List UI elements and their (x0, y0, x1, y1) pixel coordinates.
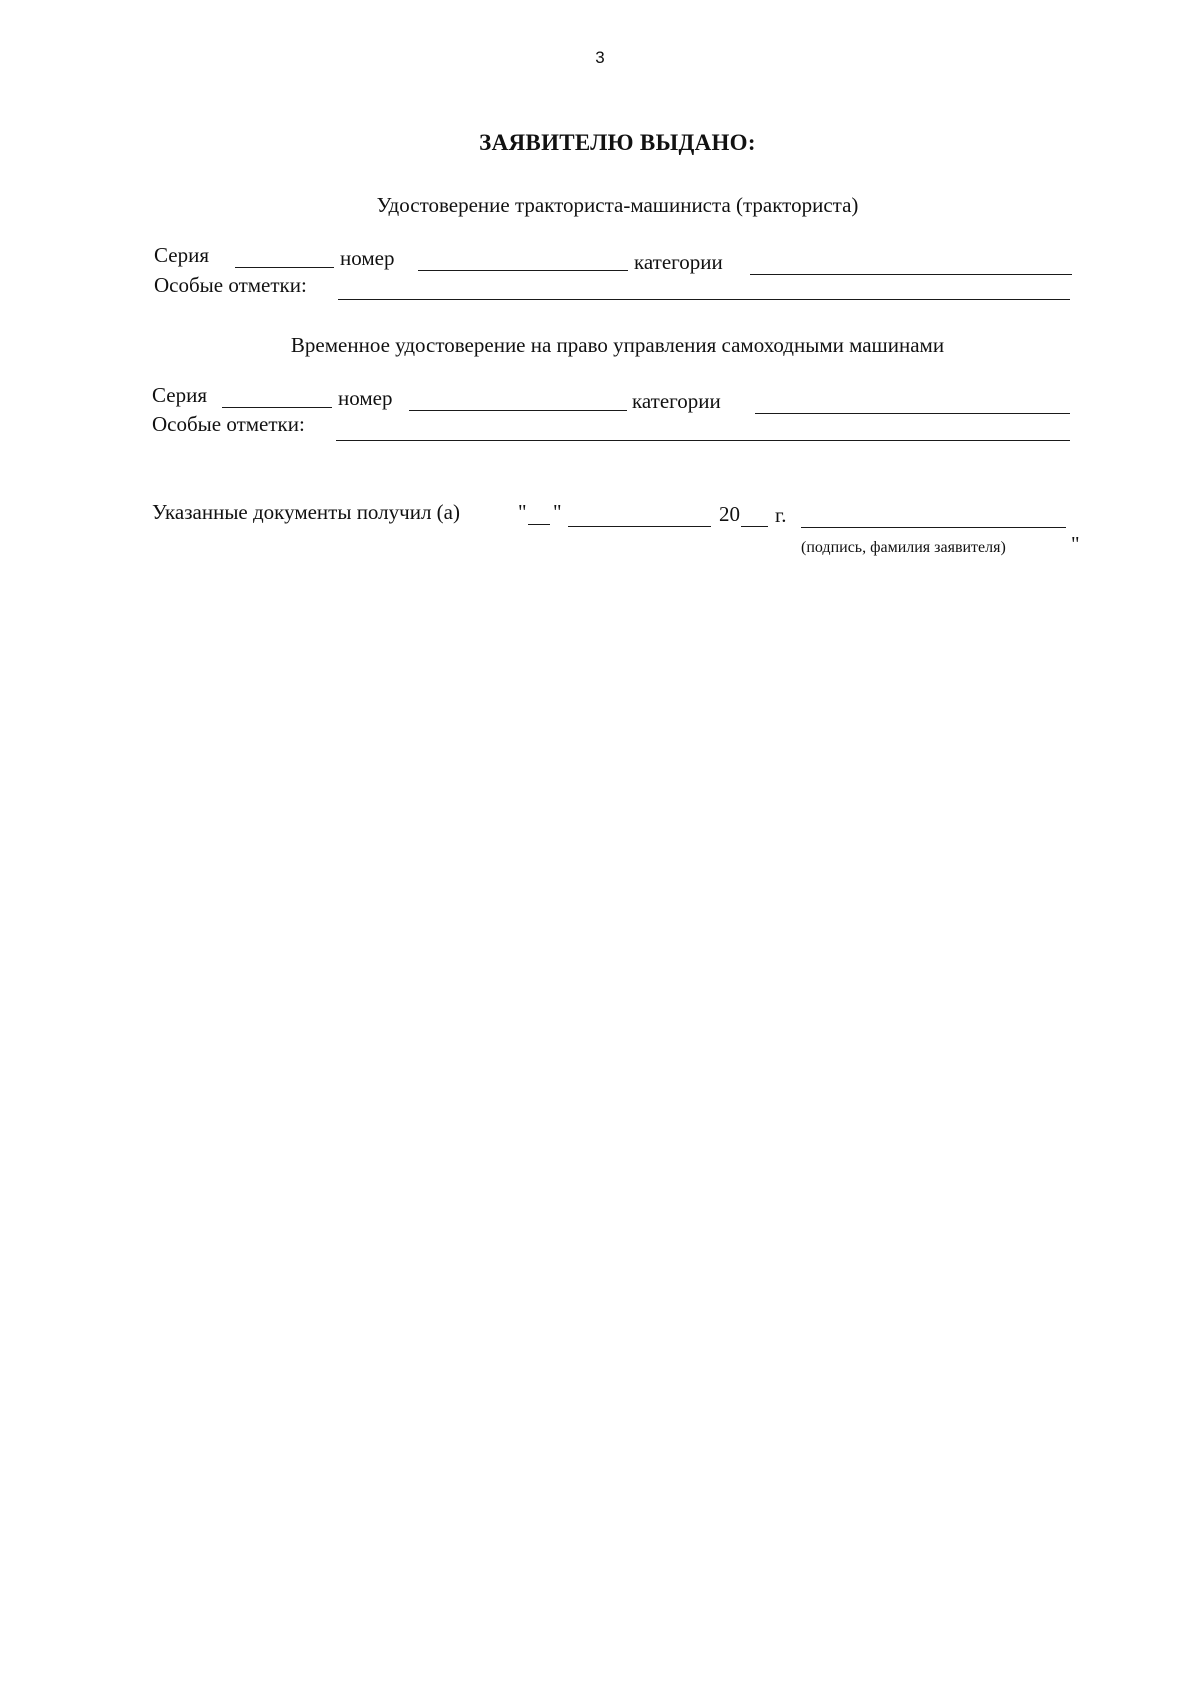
receipt-year-prefix: 20 (719, 502, 740, 526)
section1-series-field[interactable] (235, 267, 334, 268)
receipt-text: Указанные документы получил (а) (152, 500, 460, 524)
closing-quote: " (1071, 532, 1080, 556)
section1-categories-field[interactable] (750, 274, 1072, 275)
receipt-day-field[interactable] (528, 524, 550, 525)
section2-categories-label: категории (632, 389, 721, 413)
receipt-day-open-quote: " (518, 500, 527, 524)
receipt-year-field[interactable] (741, 526, 768, 527)
receipt-signature-field[interactable] (801, 527, 1066, 528)
receipt-month-field[interactable] (568, 526, 711, 527)
section2-number-field[interactable] (409, 410, 627, 411)
receipt-day-close-quote: " (553, 500, 562, 524)
signature-caption: (подпись, фамилия заявителя) (801, 539, 1006, 556)
section2-notes-label: Особые отметки: (152, 412, 305, 436)
section1-notes-field[interactable] (338, 299, 1070, 300)
section1-series-label: Серия (154, 243, 209, 267)
section1-notes-label: Особые отметки: (154, 273, 307, 297)
section2-series-label: Серия (152, 383, 207, 407)
page-title: ЗАЯВИТЕЛЮ ВЫДАНО: (479, 130, 756, 155)
section2-heading: Временное удостоверение на право управления самоходными машинами (290, 333, 945, 357)
section2-categories-field[interactable] (755, 413, 1070, 414)
section1-categories-label: категории (634, 250, 723, 274)
section1-number-label: номер (340, 246, 395, 270)
section2-number-label: номер (338, 386, 393, 410)
section1-heading: Удостоверение тракториста-машиниста (тракториста) (376, 193, 859, 217)
section2-notes-field[interactable] (336, 440, 1070, 441)
page-number: 3 (595, 48, 605, 67)
receipt-year-suffix: г. (775, 503, 787, 527)
section1-number-field[interactable] (418, 270, 628, 271)
section2-series-field[interactable] (222, 407, 332, 408)
